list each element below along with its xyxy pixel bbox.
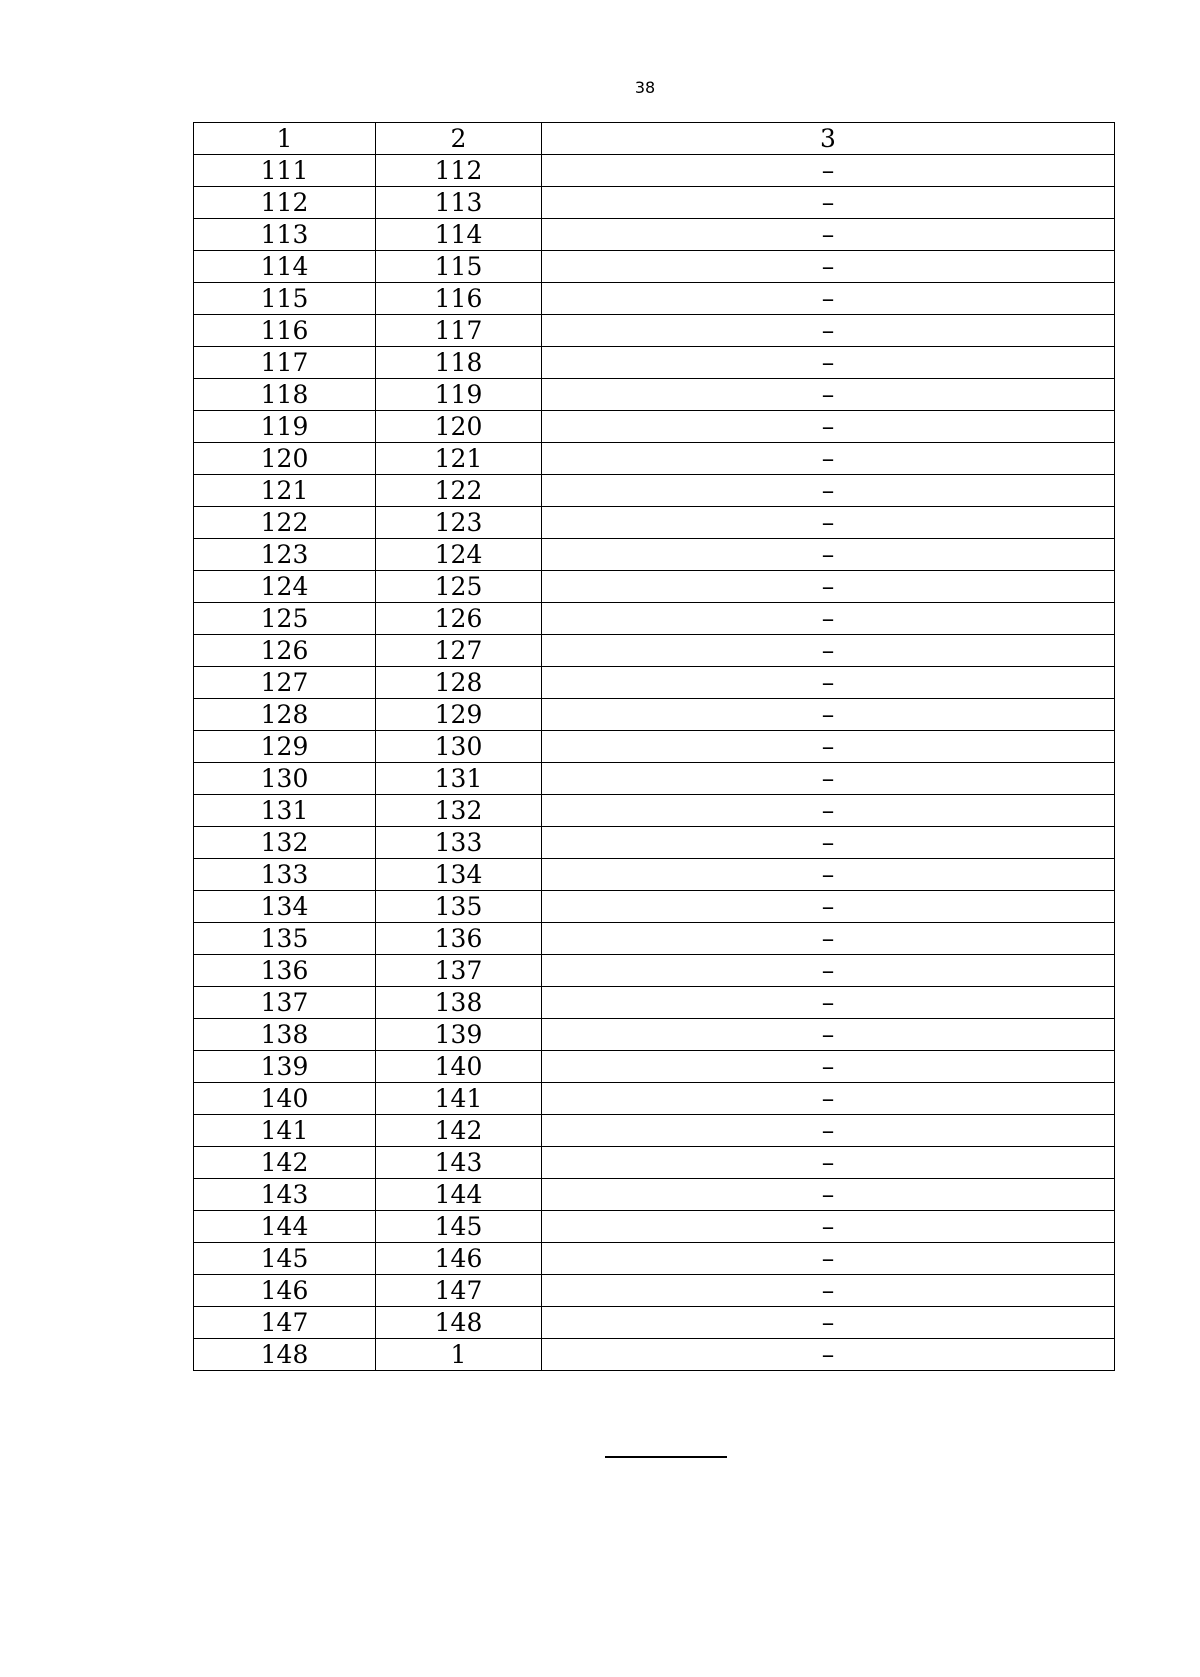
table-cell-col-1: 130: [194, 763, 376, 795]
table-cell-col-2: 113: [376, 187, 542, 219]
table-cell-col-2: 132: [376, 795, 542, 827]
table-row: [194, 603, 1115, 635]
table-cell-col-3: –: [542, 1083, 1115, 1115]
table-cell-col-1: 121: [194, 475, 376, 507]
table-row: [194, 1339, 1115, 1371]
table-cell-col-2: 139: [376, 1019, 542, 1051]
table-cell-col-2: 147: [376, 1275, 542, 1307]
table-row: [194, 219, 1115, 251]
table-cell-col-2: 122: [376, 475, 542, 507]
table-cell-col-3: –: [542, 987, 1115, 1019]
end-rule-divider: [605, 1456, 727, 1458]
table-row: [194, 1179, 1115, 1211]
table-cell-col-1: 120: [194, 443, 376, 475]
header-cell-col-3: 3: [542, 123, 1115, 155]
table-row: [194, 635, 1115, 667]
table-row: [194, 827, 1115, 859]
table-cell-col-3: –: [542, 1019, 1115, 1051]
table-cell-col-2: 144: [376, 1179, 542, 1211]
table-cell-col-3: –: [542, 571, 1115, 603]
table-row: [194, 795, 1115, 827]
table-row: [194, 187, 1115, 219]
table-row: [194, 475, 1115, 507]
table-cell-col-3: –: [542, 315, 1115, 347]
table-row: [194, 1211, 1115, 1243]
table-cell-col-1: 131: [194, 795, 376, 827]
table-cell-col-2: 141: [376, 1083, 542, 1115]
table-cell-col-1: 141: [194, 1115, 376, 1147]
table-cell-col-2: 1: [376, 1339, 542, 1371]
table-cell-col-1: 148: [194, 1339, 376, 1371]
table-row: [194, 1275, 1115, 1307]
table-cell-col-1: 139: [194, 1051, 376, 1083]
table-cell-col-2: 112: [376, 155, 542, 187]
table-cell-col-3: –: [542, 891, 1115, 923]
table-cell-col-1: 133: [194, 859, 376, 891]
table-cell-col-2: 116: [376, 283, 542, 315]
table-cell-col-1: 129: [194, 731, 376, 763]
table-cell-col-2: 119: [376, 379, 542, 411]
header-cell-col-1: 1: [194, 123, 376, 155]
table-cell-col-3: –: [542, 187, 1115, 219]
table-cell-col-3: –: [542, 1147, 1115, 1179]
table-cell-col-2: 148: [376, 1307, 542, 1339]
table-cell-col-3: –: [542, 1051, 1115, 1083]
table-cell-col-1: 137: [194, 987, 376, 1019]
table-row: [194, 1307, 1115, 1339]
table-cell-col-2: 121: [376, 443, 542, 475]
table-cell-col-2: 115: [376, 251, 542, 283]
table-cell-col-3: –: [542, 411, 1115, 443]
table-cell-col-1: 122: [194, 507, 376, 539]
table-row: [194, 1051, 1115, 1083]
table-cell-col-3: –: [542, 827, 1115, 859]
table-cell-col-2: 136: [376, 923, 542, 955]
table-cell-col-1: 117: [194, 347, 376, 379]
table-row: [194, 1083, 1115, 1115]
table-row: [194, 571, 1115, 603]
data-table: [193, 122, 1115, 1371]
table-cell-col-2: 123: [376, 507, 542, 539]
table-row: [194, 315, 1115, 347]
table-cell-col-3: –: [542, 539, 1115, 571]
table-cell-col-2: 137: [376, 955, 542, 987]
table-row: [194, 379, 1115, 411]
table-cell-col-2: 128: [376, 667, 542, 699]
table-cell-col-1: 147: [194, 1307, 376, 1339]
table-row: [194, 699, 1115, 731]
table-cell-col-1: 128: [194, 699, 376, 731]
table-cell-col-3: –: [542, 283, 1115, 315]
table-row: [194, 1019, 1115, 1051]
table-cell-col-3: –: [542, 667, 1115, 699]
table-cell-col-3: –: [542, 923, 1115, 955]
table-cell-col-2: 126: [376, 603, 542, 635]
table-cell-col-1: 111: [194, 155, 376, 187]
table-cell-col-3: –: [542, 699, 1115, 731]
table-row: [194, 411, 1115, 443]
table-cell-col-3: –: [542, 379, 1115, 411]
table-cell-col-1: 115: [194, 283, 376, 315]
table-row: [194, 1115, 1115, 1147]
table-cell-col-3: –: [542, 507, 1115, 539]
table-cell-col-2: 117: [376, 315, 542, 347]
table-cell-col-2: 131: [376, 763, 542, 795]
table-cell-col-2: 146: [376, 1243, 542, 1275]
table-row: [194, 859, 1115, 891]
table-row: [194, 283, 1115, 315]
table-row: [194, 347, 1115, 379]
table-cell-col-1: 127: [194, 667, 376, 699]
table-cell-col-1: 113: [194, 219, 376, 251]
table-cell-col-3: –: [542, 1339, 1115, 1371]
table-cell-col-1: 136: [194, 955, 376, 987]
table-cell-col-2: 134: [376, 859, 542, 891]
table-cell-col-3: –: [542, 251, 1115, 283]
table-cell-col-2: 142: [376, 1115, 542, 1147]
table-cell-col-1: 119: [194, 411, 376, 443]
table-cell-col-3: –: [542, 603, 1115, 635]
table-cell-col-1: 142: [194, 1147, 376, 1179]
table-cell-col-1: 118: [194, 379, 376, 411]
table-cell-col-2: 138: [376, 987, 542, 1019]
page-number: 38: [634, 78, 656, 97]
table-cell-col-3: –: [542, 1115, 1115, 1147]
table-cell-col-2: 124: [376, 539, 542, 571]
table-cell-col-1: 140: [194, 1083, 376, 1115]
table-cell-col-3: –: [542, 1275, 1115, 1307]
table-row: [194, 155, 1115, 187]
table-cell-col-1: 116: [194, 315, 376, 347]
table-cell-col-3: –: [542, 475, 1115, 507]
table-row: [194, 507, 1115, 539]
table-cell-col-3: –: [542, 1179, 1115, 1211]
table-cell-col-2: 118: [376, 347, 542, 379]
table-row: [194, 955, 1115, 987]
table-cell-col-1: 126: [194, 635, 376, 667]
table-cell-col-3: –: [542, 635, 1115, 667]
table-cell-col-1: 145: [194, 1243, 376, 1275]
table-cell-col-1: 134: [194, 891, 376, 923]
table-cell-col-2: 143: [376, 1147, 542, 1179]
header-cell-col-2: 2: [376, 123, 542, 155]
table-cell-col-2: 125: [376, 571, 542, 603]
table-cell-col-1: 123: [194, 539, 376, 571]
table-cell-col-1: 144: [194, 1211, 376, 1243]
table-cell-col-1: 143: [194, 1179, 376, 1211]
table-cell-col-1: 125: [194, 603, 376, 635]
table-row: [194, 731, 1115, 763]
table-cell-col-2: 135: [376, 891, 542, 923]
table-cell-col-1: 132: [194, 827, 376, 859]
table-row: [194, 251, 1115, 283]
table-row: [194, 763, 1115, 795]
table-row: [194, 667, 1115, 699]
table-cell-col-2: 127: [376, 635, 542, 667]
table-cell-col-3: –: [542, 443, 1115, 475]
table-row: [194, 539, 1115, 571]
table-header-row: [194, 123, 1115, 155]
table-cell-col-3: –: [542, 1243, 1115, 1275]
table-cell-col-3: –: [542, 859, 1115, 891]
table-row: [194, 1243, 1115, 1275]
table-cell-col-3: –: [542, 155, 1115, 187]
table-row: [194, 923, 1115, 955]
table-cell-col-3: –: [542, 1307, 1115, 1339]
table-cell-col-1: 112: [194, 187, 376, 219]
table-cell-col-2: 140: [376, 1051, 542, 1083]
table-cell-col-3: –: [542, 219, 1115, 251]
table-cell-col-1: 138: [194, 1019, 376, 1051]
table-cell-col-2: 130: [376, 731, 542, 763]
table-row: [194, 891, 1115, 923]
table-cell-col-3: –: [542, 955, 1115, 987]
table-cell-col-2: 114: [376, 219, 542, 251]
table-cell-col-3: –: [542, 795, 1115, 827]
table-cell-col-3: –: [542, 763, 1115, 795]
table-row: [194, 443, 1115, 475]
table-cell-col-3: –: [542, 731, 1115, 763]
table-cell-col-3: –: [542, 347, 1115, 379]
table-row: [194, 1147, 1115, 1179]
table-cell-col-2: 145: [376, 1211, 542, 1243]
table-cell-col-2: 120: [376, 411, 542, 443]
table-cell-col-2: 129: [376, 699, 542, 731]
table-row: [194, 987, 1115, 1019]
table-cell-col-2: 133: [376, 827, 542, 859]
table-cell-col-1: 124: [194, 571, 376, 603]
table-body: [194, 123, 1115, 1371]
table-cell-col-3: –: [542, 1211, 1115, 1243]
table-cell-col-1: 135: [194, 923, 376, 955]
table-cell-col-1: 114: [194, 251, 376, 283]
table-cell-col-1: 146: [194, 1275, 376, 1307]
data-table-container: [193, 122, 1115, 1371]
